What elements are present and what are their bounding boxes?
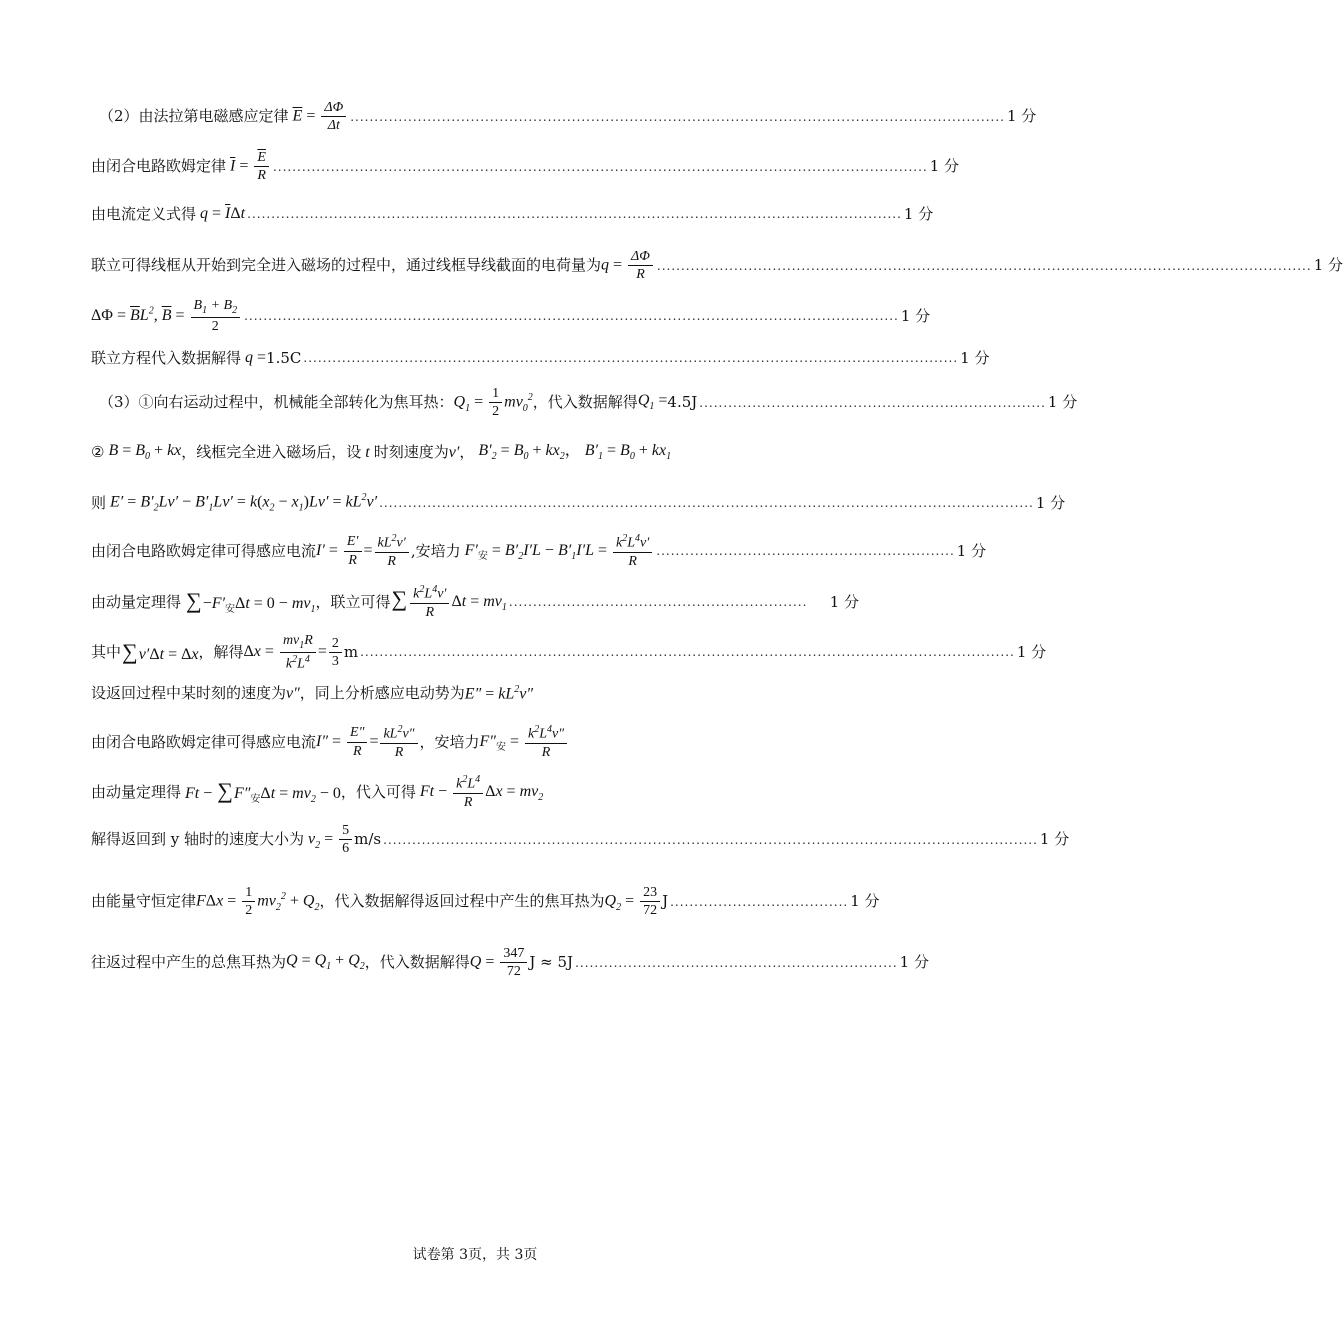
math-expression-2: Q = $\frac{347}{72}$ xyxy=(470,946,530,980)
answer-line-charge-result xyxy=(91,348,990,367)
math-expression: I″ = $\frac{E''}{R}$ = $\frac{kL^2v''}{R}$ xyxy=(316,724,420,760)
line-text: 设返回过程中某时刻的速度为 xyxy=(91,684,287,703)
math-expression-2: $F''_安$ = $\frac{k^2L^4v''}{R}$ xyxy=(480,724,570,760)
dot-leader: ........................................................................................................................................ xyxy=(656,258,1312,273)
math-expression: $\overline{E}$ = $\frac{\Delta\Phi}{\Delta t}$ xyxy=(289,100,349,134)
line-text: （2）由法拉第电磁感应定律 xyxy=(99,107,289,126)
answer-line-return-velocity xyxy=(91,823,1070,857)
score-label: 1 分 xyxy=(900,306,931,325)
line-text: 由闭合电路欧姆定律 xyxy=(91,157,227,176)
line-text: 由动量定理得 xyxy=(91,782,182,801)
math-expression: $\sum-F'_安\Delta t = 0 - mv_1$ xyxy=(186,587,316,615)
line-text: 由能量守恒定律 xyxy=(91,892,197,911)
answer-line-ohm xyxy=(91,150,960,184)
answer-line-emf xyxy=(91,492,1066,514)
dot-leader: ........................................................................................................................................ xyxy=(244,309,899,324)
line-text: 由闭合电路欧姆定律可得感应电流 xyxy=(91,541,317,560)
math-expression-2: Δx = $\frac{mv_1R}{k^2L^4}$ = $\frac{2}{3}$ xyxy=(244,633,344,672)
score-label: 1 分 xyxy=(1016,642,1047,661)
math-expression-2: $Q_2$ = $\frac{23}{72}$ xyxy=(605,885,663,919)
line-text: 由电流定义式得 xyxy=(91,204,197,223)
line-text-2: ，代入可得 xyxy=(340,782,416,801)
line-text: 联立可得线框从开始到完全进入磁场的过程中，通过线框导线截面的电荷量为 xyxy=(91,256,602,275)
math-expression-2: ∑ $\frac{k^2L^4v'}{R}$ $\Delta t = mv_1$ xyxy=(391,584,507,621)
answer-line-3-joule xyxy=(99,386,1078,420)
line-text: 由动量定理得 xyxy=(91,592,182,611)
line-text: 往返过程中产生的总焦耳热为 xyxy=(91,953,287,972)
dot-leader: ........................................................................................................................................ xyxy=(383,832,1038,847)
line-text-2: ，代入数据解得 xyxy=(532,393,638,412)
answer-line-return-emf xyxy=(91,685,859,702)
math-expression: q = $\frac{\Delta\Phi}{R}$ xyxy=(601,249,655,283)
line-text: 其中 xyxy=(91,642,122,661)
score-label: 1 分 xyxy=(1039,830,1070,849)
line-text-2: ，安培力 xyxy=(419,732,480,751)
answer-line-momentum-1 xyxy=(91,584,859,620)
score-label: 1 分 xyxy=(903,204,934,223)
math-expression-2: $F'_安 = B'_2I'L - B'_1I'L$ = $\frac{k^2L^4v'}{R}$ xyxy=(461,533,655,569)
math-expression: $B = B_0$ + kx xyxy=(104,442,182,463)
energy-unit: J xyxy=(662,892,669,911)
score-label: 1 分 xyxy=(929,157,960,176)
total-heat-unit: J ≈ 5J xyxy=(529,953,574,972)
math-expression: $Ft - \sum F''_安\Delta t = mv_2 - 0$ xyxy=(181,777,341,805)
displacement-unit: m xyxy=(343,642,359,661)
answer-line-displacement xyxy=(91,633,1047,672)
score-label: 1 分 xyxy=(960,348,990,367)
dot-leader: ..................................... xyxy=(670,894,849,909)
answer-line-flux xyxy=(91,298,931,334)
math-expression: $\Delta\Phi = \overline{B}L^2$, $\overline{B}$ = $\frac{B_1 + B_2}{2}$ xyxy=(91,298,242,334)
math-expression: $Q_1$ = $\frac{1}{2}$ $mv_0^2$ xyxy=(453,386,533,420)
line-text: ② xyxy=(91,443,105,462)
line-text: 则 xyxy=(91,493,107,512)
answer-line-momentum-2 xyxy=(91,774,859,810)
line-text-2: ，代入数据解得返回过程中产生的焦耳热为 xyxy=(319,892,605,911)
answer-line-current-def xyxy=(91,204,934,223)
math-expression-2: $Q_1$ = xyxy=(637,392,668,413)
dot-leader: ........................................................................................................................................ xyxy=(272,159,928,174)
q1-value: 4.5J xyxy=(667,393,698,412)
line-text-2: ,安培力 xyxy=(410,541,461,560)
dot-leader: ........................................................................................................................................ xyxy=(350,109,1005,124)
math-expression: $q = \overline{I}\Delta t$ xyxy=(196,205,246,222)
score-label: 1 分 xyxy=(1007,107,1037,126)
score-label: 1 分 xyxy=(1035,493,1066,512)
dot-leader: ........................................................................ xyxy=(699,395,1046,410)
score-label: 1 分 xyxy=(899,953,929,972)
line-text-2: ，同上分析感应电动势为 xyxy=(299,684,465,703)
dot-leader: ........................................................................................................................................ xyxy=(360,645,1015,660)
score-label: 1 分 xyxy=(850,892,880,911)
score-label: 1 分 xyxy=(1047,393,1078,412)
score-label: 1 分 xyxy=(829,592,859,611)
charge-unit: C xyxy=(289,348,302,367)
velocity-unit: m/s xyxy=(354,830,382,849)
answer-line-return-force xyxy=(91,724,859,760)
line-text-2: ，解得 xyxy=(198,642,244,661)
line-text-3: 时刻速度为 xyxy=(373,443,449,462)
math-expression: q = xyxy=(241,349,267,366)
score-label: 1 分 xyxy=(1313,256,1343,275)
page-footer: 试卷第 3页，共 3页 xyxy=(412,1247,538,1263)
math-expression-3: $B'_2 = B_0 + kx_2$， $B'_1 = B_0 + kx_1$ xyxy=(474,442,672,463)
math-expression: $E' = B'_2Lv' - B'_1Lv' = k(x_2 - x_1)Lv' = kL^2v'$ xyxy=(106,492,378,514)
math-expression: v″ xyxy=(286,684,300,702)
dot-leader: .............................................................. xyxy=(656,544,955,559)
line-text: 解得返回到 y 轴时的速度大小为 xyxy=(91,830,305,849)
line-text: 由闭合电路欧姆定律可得感应电流 xyxy=(91,732,317,751)
answer-line-field-def xyxy=(91,443,859,462)
math-expression: ∑v′Δt = Δx xyxy=(122,639,199,665)
dot-leader: ........................................................................................................................................ xyxy=(247,207,902,221)
math-expression: I′ = $\frac{E'}{R}$ = $\frac{kL^2v'}{R}$ xyxy=(316,533,411,569)
math-expression: $\overline{I}$ = $\frac{\overline{E}}{R}$ xyxy=(226,150,271,184)
line-text-2: ，代入数据解得 xyxy=(364,953,470,972)
separator: ， xyxy=(459,443,475,462)
math-expression: FΔx = $\frac{1}{2}$ $mv_2^2 + Q_2$ xyxy=(196,885,320,919)
math-expression-2: Ft − $\frac{k^2L^4}{R}$ $\Delta x = mv_2$ xyxy=(415,774,544,811)
line-text-2: ，联立可得 xyxy=(315,592,391,611)
line-text: （3）①向右运动过程中，机械能全部转化为焦耳热： xyxy=(99,393,454,412)
line-text: 联立方程代入数据解得 xyxy=(91,348,242,367)
answer-line-ampere-force xyxy=(91,533,987,570)
answer-line-2-faraday xyxy=(99,100,1037,134)
time-symbol: t xyxy=(361,443,374,461)
math-expression: $Q = Q_1 + Q_2$ xyxy=(286,952,365,973)
dot-leader: ........................................................................................................................................ xyxy=(303,351,959,365)
dot-leader: ........................................................................................................................................ xyxy=(379,496,1034,511)
answer-line-energy xyxy=(91,885,880,919)
answer-line-total-heat xyxy=(91,946,929,980)
charge-value: 1.5 xyxy=(266,348,290,367)
dot-leader: ................................................................... xyxy=(575,955,898,970)
math-expression: $v_2$ = $\frac{5}{6}$ xyxy=(304,823,354,857)
line-text-2: ，线框完全进入磁场后，设 xyxy=(181,443,362,462)
math-expression-2: v′ xyxy=(448,443,460,461)
answer-line-charge xyxy=(91,249,1343,283)
score-label: 1 分 xyxy=(956,541,987,560)
dot-leader: .............................................................. xyxy=(508,595,808,610)
math-expression-2: $E'' = kL^2v''$ xyxy=(464,684,534,703)
